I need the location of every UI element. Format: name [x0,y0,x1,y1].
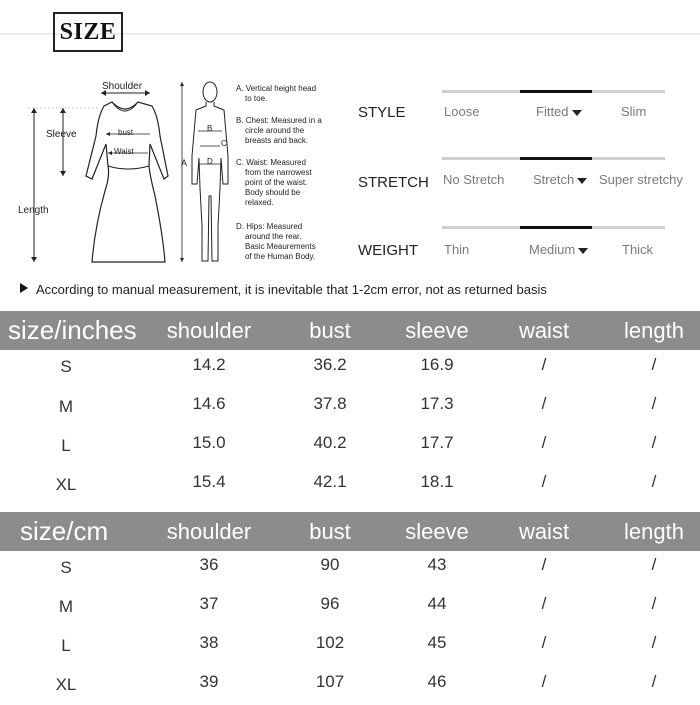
length-cell: / [651,433,657,452]
label-b: B [207,124,213,133]
label-waist: Waist [114,147,134,156]
col-header-sleeve: sleeve [405,519,469,544]
shoulder-cell: 14.2 [192,355,226,374]
bust-cell: 37.8 [313,394,347,413]
size-cell: L [61,436,71,455]
size-title: SIZE [59,18,117,45]
sleeve-cell: 17.3 [420,394,454,413]
scale-title-stretch: STRETCH [358,174,429,191]
dress-illustration [0,76,180,271]
bust-cell: 36.2 [313,355,347,374]
shoulder-cell: 36 [199,555,219,574]
scale-option-no-stretch: No Stretch [443,172,505,187]
col-header-length: length [624,519,684,544]
scale-title-weight: WEIGHT [358,242,418,259]
col-header-waist: waist [518,519,570,544]
inches-unit-label: size/inches [8,315,137,345]
shoulder-cell: 15.0 [192,433,226,452]
scale-option-loose: Loose [444,104,480,119]
bust-cell: 40.2 [313,433,347,452]
scale-option-super-stretchy: Super stretchy [599,172,683,187]
size-cell: XL [55,475,77,494]
size-cell: L [61,636,71,655]
scale-track-selected-style [520,90,592,93]
scale-option-fitted-label: Fitted [536,104,569,119]
waist-cell: / [541,394,547,413]
shoulder-cell: 37 [199,594,219,613]
label-a: A [181,158,188,168]
scale-option-thick: Thick [622,242,654,257]
bust-cell: 102 [315,633,345,652]
length-cell: / [651,672,657,691]
waist-cell: / [541,555,547,574]
scale-option-medium-label: Medium [529,242,576,257]
selected-arrow-icon [577,178,587,184]
sleeve-cell: 44 [427,594,447,613]
label-shoulder: Shoulder [102,81,143,92]
size-title-box [53,12,123,52]
length-cell: / [651,472,657,491]
scale-option-medium [529,242,588,257]
length-cell: / [651,555,657,574]
shoulder-cell: 14.6 [192,394,226,413]
col-header-length: length [624,318,684,343]
body-diagram [178,76,238,271]
bust-cell: 90 [320,555,340,574]
scale-option-fitted [536,104,582,119]
note-d: D. Hips: Measured around the rear. Basic Meaurements of the Human Body. [236,222,316,261]
col-header-bust: bust [309,519,351,544]
col-header-shoulder: shoulder [166,519,252,544]
length-cell: / [651,355,657,374]
size-cell: S [60,357,72,376]
shoulder-cell: 15.4 [192,472,226,491]
waist-cell: / [541,355,547,374]
length-cell: / [651,633,657,652]
scale-title-style: STYLE [358,104,406,121]
scale-option-stretch [533,172,587,187]
cm-unit-label: size/cm [20,516,109,546]
sleeve-cell: 18.1 [420,472,454,491]
bust-cell: 107 [315,672,345,691]
selected-arrow-icon [572,110,582,116]
dress-diagram [0,76,180,271]
sleeve-cell: 43 [427,555,447,574]
sleeve-cell: 17.7 [420,433,454,452]
label-sleeve: Sleeve [46,129,77,140]
play-triangle-icon [20,283,28,293]
shoulder-cell: 38 [199,633,219,652]
length-cell: / [651,394,657,413]
label-d: D [207,157,213,166]
waist-cell: / [541,472,547,491]
label-bust: bust [118,128,134,137]
scale-option-stretch-label: Stretch [533,172,575,187]
bust-cell: 96 [320,594,340,613]
selected-arrow-icon [578,248,588,254]
col-header-sleeve: sleeve [405,318,469,343]
waist-cell: / [541,672,547,691]
size-cell: M [58,597,74,616]
size-cell: S [60,558,72,577]
body-illustration [178,76,238,271]
scale-option-slim: Slim [621,104,647,119]
size-cell: XL [55,675,77,694]
waist-cell: / [541,594,547,613]
sleeve-cell: 46 [427,672,447,691]
waist-cell: / [541,433,547,452]
col-header-waist: waist [518,318,570,343]
sleeve-cell: 16.9 [420,355,454,374]
disclaimer-text: According to manual measurement, it is inevitable that 1-2cm error, not as returned basis [36,282,547,297]
cm-table-header [0,512,700,551]
sleeve-cell: 45 [427,633,447,652]
note-b: B. Chest: Measured in a circle around the breasts and back. [236,116,322,145]
col-header-shoulder: shoulder [166,318,252,343]
inches-table-header [0,311,700,350]
note-c: C. Waist: Measured from the narrowest point of the waist. Body should be relaxed. [236,158,312,207]
waist-cell: / [541,633,547,652]
length-cell: / [651,594,657,613]
label-c: C [221,139,227,148]
label-length: Length [18,205,49,216]
bust-cell: 42.1 [313,472,347,491]
shoulder-cell: 39 [199,672,219,691]
scale-track-selected-weight [520,226,592,229]
size-cell: M [58,397,74,416]
scale-option-thin: Thin [444,242,470,257]
col-header-bust: bust [309,318,351,343]
measurement-disclaimer [20,282,547,297]
scale-track-selected-stretch [520,157,592,160]
note-a: A. Vertical height head to toe. [236,84,317,103]
